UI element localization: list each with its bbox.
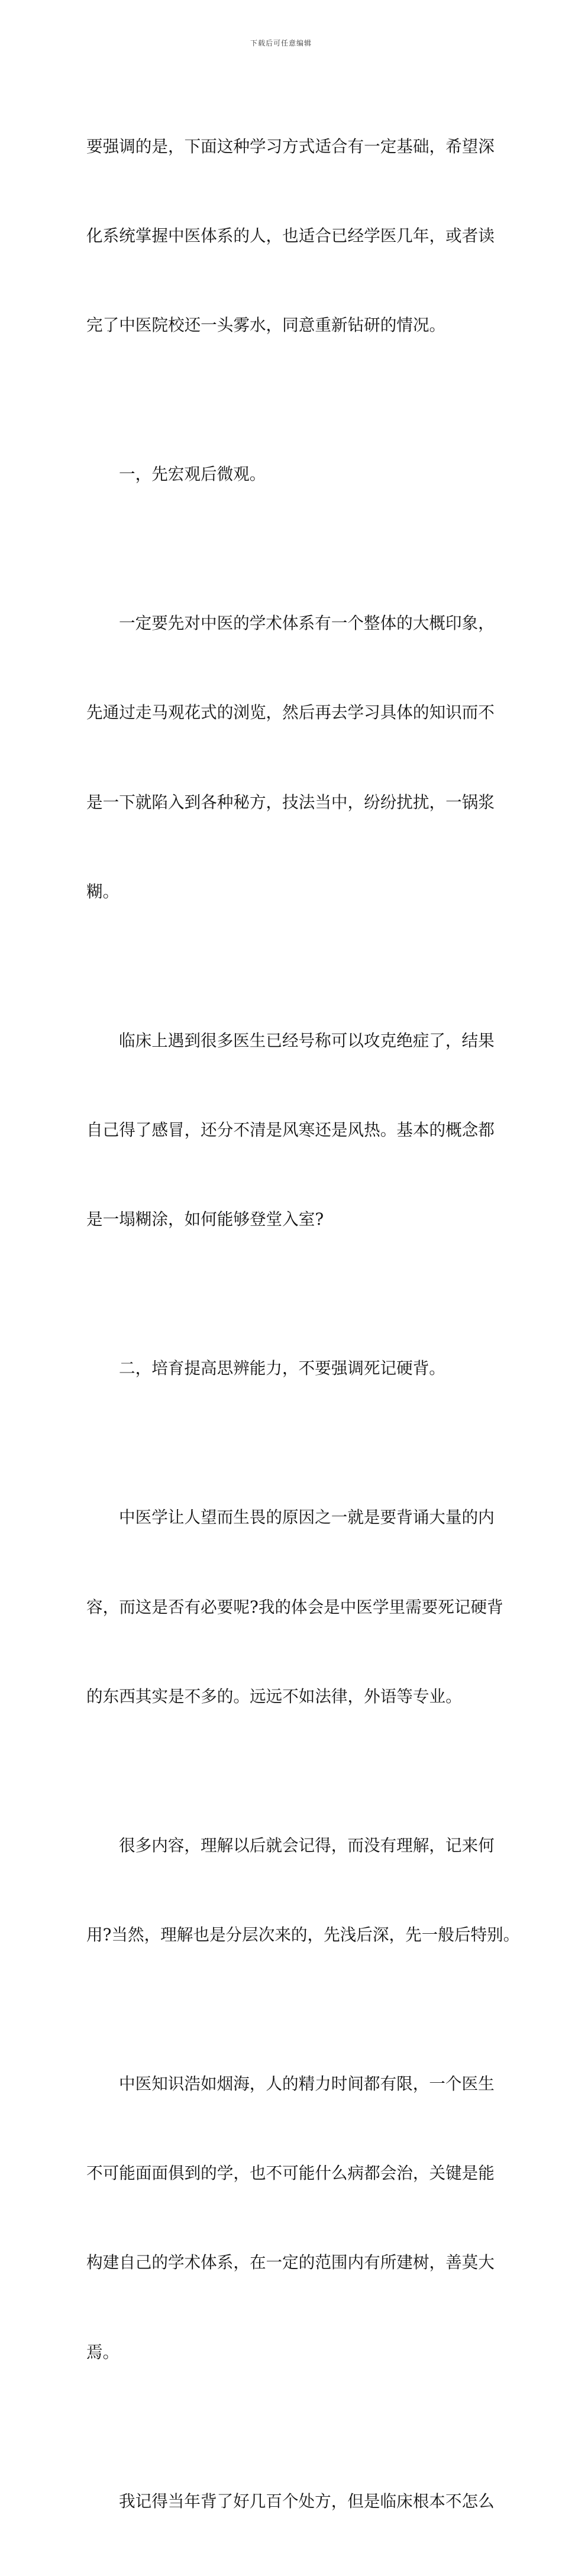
paragraph-3 [86,549,495,966]
text-line: 二，培育提高思辨能力，不要强调死记硬背。 [119,1358,445,1378]
paragraph-8 [86,2009,495,2427]
text-line: 中医知识浩如烟海，人的精力时间都有限，一个医生 [119,2073,495,2093]
text-line: 化系统掌握中医体系的人，也适合已经学医几年，或者读 [86,226,495,246]
text-line: 要强调的是，下面这种学习方式适合有一定基础，希望深 [86,136,495,156]
text-line: 的东西其实是不多的。远远不如法律，外语等专业。 [86,1686,462,1706]
text-line: 焉。 [86,2342,119,2362]
text-line: 用?当然，理解也是分层次来的，先浅后深，先一般后特别。 [86,1924,520,1944]
paragraph-7 [86,1771,520,2009]
text-line: 是一下就陷入到各种秘方，技法当中，纷纷扰扰，一锅浆 [86,792,495,812]
page-header: 下载后可任意编辑 [250,39,312,47]
paragraph-2-heading [86,400,484,549]
paragraph-1 [86,72,495,400]
text-line: 不可能面面俱到的学，也不可能什么病都会治，关键是能 [86,2163,495,2183]
text-line: 临床上遇到很多医生已经号称可以攻克绝症了，结果 [119,1030,495,1050]
text-line: 容，而这是否有必要呢?我的体会是中医学里需要死记硬背 [86,1597,503,1617]
document-body [86,72,520,2576]
text-line: 构建自己的学术体系，在一定的范围内有所建树，善莫大 [86,2253,495,2273]
text-line: 一，先宏观后微观。 [119,464,266,484]
text-line: 是一塌糊涂，如何能够登堂入室? [86,1209,324,1229]
text-line: 完了中医院校还一头雾水，同意重新钻研的情况。 [86,315,446,335]
text-line: 很多内容，理解以后就会记得，而没有理解，记来何 [119,1835,495,1855]
paragraph-5-heading [86,1294,484,1443]
text-line: 中医学让人望而生畏的原因之一就是要背诵大量的内 [119,1507,495,1528]
text-line: 一定要先对中医的学术体系有一个整体的大概印象， [119,613,495,633]
paragraph-9 [86,2427,495,2576]
text-line: 自己得了感冒，还分不清是风寒还是风热。基本的概念都 [86,1120,495,1140]
text-line: 先通过走马观花式的浏览，然后再去学习具体的知识而不 [86,703,495,723]
text-line: 我记得当年背了好几百个处方，但是临床根本不怎么 [119,2491,495,2511]
text-line: 糊。 [86,881,119,901]
paragraph-4 [86,966,495,1294]
paragraph-6 [86,1444,503,1771]
